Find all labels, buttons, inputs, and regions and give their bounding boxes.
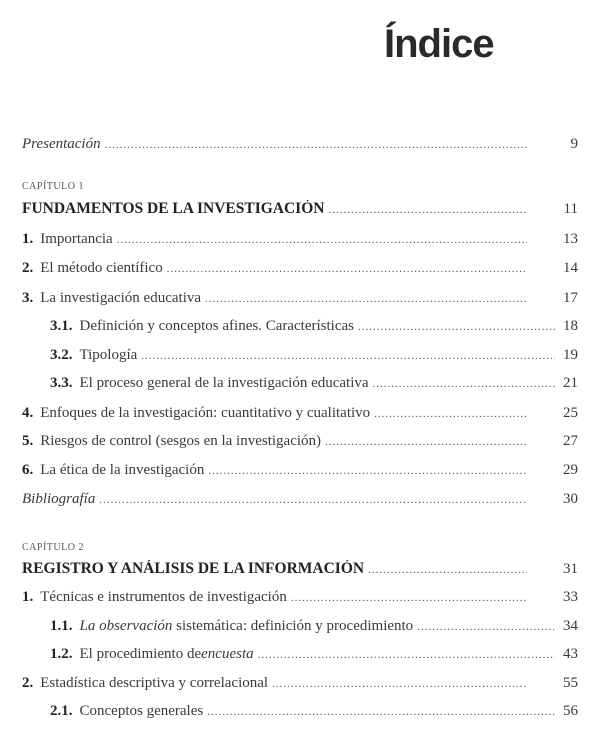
- entry-text: sistemática: definición y procedimiento: [172, 618, 414, 634]
- chapter-label: CAPÍTULO 2: [22, 542, 84, 553]
- entry-text: El procedimiento de: [79, 646, 202, 662]
- toc-entry[interactable]: [22, 703, 578, 723]
- entry-text: Presentación: [22, 136, 101, 152]
- entry-number: 3.1.: [50, 318, 73, 334]
- entry-number: 6.: [22, 462, 34, 478]
- entry-text: Estadística descriptiva y correlacional: [40, 675, 269, 691]
- page-number: 25: [563, 405, 578, 421]
- dot-leader: [272, 678, 527, 690]
- entry-number: 5.: [22, 433, 34, 449]
- page-number: 21: [563, 375, 578, 391]
- entry-text: El proceso general de la investigación educativa: [79, 375, 369, 391]
- dot-leader: [373, 378, 555, 390]
- toc-entry[interactable]: [22, 675, 578, 695]
- entry-number: 2.1.: [50, 703, 73, 719]
- page-number: 43: [563, 646, 578, 662]
- page-number: 14: [563, 260, 578, 276]
- entry-text: Importancia: [40, 231, 113, 247]
- entry-text: El método científico: [40, 260, 163, 276]
- dot-leader: [358, 321, 555, 333]
- dot-leader: [291, 592, 527, 604]
- toc-entry[interactable]: [22, 589, 578, 609]
- chapter-heading[interactable]: [22, 560, 578, 580]
- entry-number: 3.: [22, 290, 34, 306]
- chapter-title: FUNDAMENTOS DE LA INVESTIGACIÓN: [22, 200, 325, 217]
- entry-text: La ética de la investigación: [40, 462, 205, 478]
- entry-number: 1.1.: [50, 618, 73, 634]
- entry-number: 1.: [22, 589, 34, 605]
- dot-leader: [328, 204, 527, 216]
- page-number: 30: [563, 491, 578, 507]
- dot-leader: [207, 706, 555, 718]
- entry-text: Enfoques de la investigación: cuantitativo y cualitativo: [40, 405, 371, 421]
- toc-entry[interactable]: [22, 405, 578, 425]
- entry-number: 2.: [22, 260, 34, 276]
- toc-entry[interactable]: [22, 318, 578, 338]
- page-number: 9: [570, 136, 578, 152]
- toc-entry[interactable]: [22, 462, 578, 482]
- entry-number: 1.2.: [50, 646, 73, 662]
- toc-entry[interactable]: [22, 433, 578, 453]
- dot-leader: [208, 465, 527, 477]
- entry-text: Definición y conceptos afines. Características: [79, 318, 354, 334]
- entry-text: Técnicas e instrumentos de investigación: [40, 589, 287, 605]
- entry-text: Riesgos de control (sesgos en la investigación): [40, 433, 322, 449]
- dot-leader: [368, 564, 527, 576]
- entry-text: La investigación educativa: [40, 290, 202, 306]
- page-number: 19: [563, 347, 578, 363]
- chapter-label: CAPÍTULO 1: [22, 181, 84, 192]
- dot-leader: [117, 234, 527, 246]
- chapter-title: REGISTRO Y ANÁLISIS DE LA INFORMACIÓN: [22, 560, 365, 577]
- toc-entry[interactable]: [22, 260, 578, 280]
- toc-entry[interactable]: [22, 290, 578, 310]
- entry-text: Tipología: [79, 347, 138, 363]
- dot-leader: [167, 263, 527, 275]
- entry-number: 1.: [22, 231, 34, 247]
- entry-text: Conceptos generales: [79, 703, 204, 719]
- dot-leader: [374, 408, 527, 420]
- toc-entry[interactable]: [22, 375, 578, 395]
- dot-leader: [105, 139, 527, 151]
- page-title: Índice: [384, 22, 494, 66]
- page-number: 33: [563, 589, 578, 605]
- dot-leader: [417, 621, 555, 633]
- entry-number: 3.3.: [50, 375, 73, 391]
- page-number: 29: [563, 462, 578, 478]
- entry-text-italic: encuesta: [201, 646, 254, 662]
- page-number: 13: [563, 231, 578, 247]
- page-number: 55: [563, 675, 578, 691]
- page-number: 34: [563, 618, 578, 634]
- dot-leader: [258, 649, 555, 661]
- toc-entry-bibliografia[interactable]: [22, 491, 578, 511]
- dot-leader: [325, 436, 527, 448]
- page-number: 17: [563, 290, 578, 306]
- page-number: 18: [563, 318, 578, 334]
- entry-number: 2.: [22, 675, 34, 691]
- dot-leader: [99, 494, 527, 506]
- toc-entry[interactable]: [22, 618, 578, 638]
- chapter-heading[interactable]: [22, 200, 578, 220]
- entry-text: Bibliografía: [22, 491, 96, 507]
- entry-number: 4.: [22, 405, 34, 421]
- page-number: 56: [563, 703, 578, 719]
- entry-number: 3.2.: [50, 347, 73, 363]
- toc-entry[interactable]: [22, 347, 578, 367]
- entry-text-italic: La observación: [79, 618, 173, 634]
- toc-entry[interactable]: [22, 646, 578, 666]
- toc-entry[interactable]: [22, 231, 578, 251]
- toc-entry-presentacion[interactable]: [22, 136, 578, 156]
- page-number: 11: [563, 201, 578, 217]
- dot-leader: [205, 293, 527, 305]
- page-number: 27: [563, 433, 578, 449]
- dot-leader: [141, 350, 555, 362]
- page-number: 31: [563, 561, 578, 577]
